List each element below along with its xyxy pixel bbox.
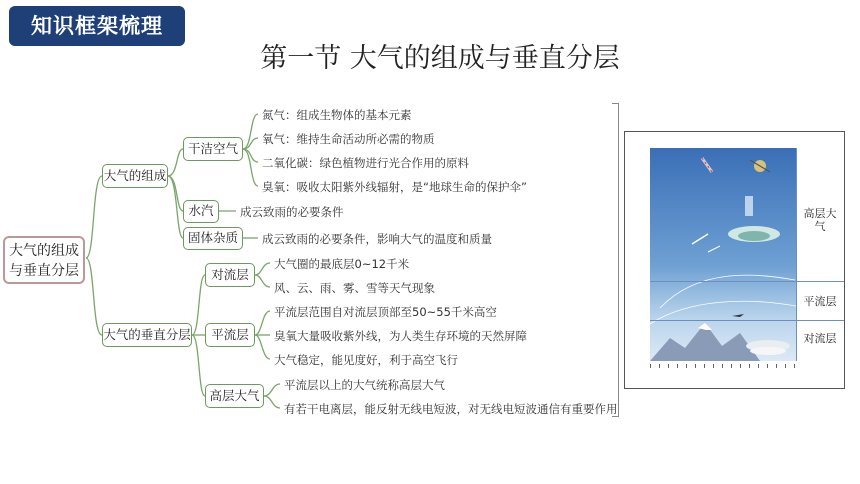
temperature-axis xyxy=(650,364,796,368)
upper-item-2: 有若干电离层，能反射无线电短波，对无线电短波通信有重要作用 xyxy=(284,402,618,416)
particles-node: 固体杂质 xyxy=(183,227,243,250)
troposphere-node: 对流层 xyxy=(205,263,255,287)
trop-item-1: 大气圈的最底层0~12千米 xyxy=(274,257,410,271)
stratosphere-label: 平流层 xyxy=(803,295,837,308)
upper-atmosphere-label: 高层大气 xyxy=(803,207,837,233)
stratosphere-node: 平流层 xyxy=(205,323,255,347)
oxygen-item: 氧气：维持生命活动所必需的物质 xyxy=(262,132,435,146)
troposphere-label: 对流层 xyxy=(803,332,837,345)
ozone-item: 臭氧：吸收太阳紫外线辐射，是“地球生命的保护伞” xyxy=(262,180,527,194)
strat-item-2: 臭氧大量吸收紫外线，为人类生存环境的天然屏障 xyxy=(274,329,527,343)
water-vapor-node: 水汽 xyxy=(183,200,219,223)
upper-boundary xyxy=(650,281,844,282)
figure-drawing xyxy=(650,148,796,361)
atmosphere-figure xyxy=(624,131,845,389)
upper-item-1: 平流层以上的大气统称高层大气 xyxy=(284,378,445,392)
sky-illustration xyxy=(650,148,796,361)
layers-node: 大气的垂直分层 xyxy=(102,323,192,347)
upper-atmosphere-node: 高层大气 xyxy=(205,384,264,408)
tropopause xyxy=(650,320,844,321)
figure-axis xyxy=(796,148,797,361)
particles-desc: 成云致雨的必要条件，影响大气的温度和质量 xyxy=(262,232,492,246)
dry-air-node: 干洁空气 xyxy=(183,137,243,161)
root-node: 大气的组成与垂直分层 xyxy=(3,236,85,284)
co2-item: 二氧化碳：绿色植物进行光合作用的原料 xyxy=(262,156,469,170)
strat-item-1: 平流层范围自对流层顶部至50~55千米高空 xyxy=(274,305,497,319)
page-title: 第一节 大气的组成与垂直分层 xyxy=(260,43,620,74)
section-badge: 知识框架梳理 xyxy=(9,6,185,46)
bracket xyxy=(612,103,619,417)
composition-node: 大气的组成 xyxy=(102,164,168,188)
water-vapor-desc: 成云致雨的必要条件 xyxy=(240,205,344,219)
nitrogen-item: 氮气：组成生物体的基本元素 xyxy=(262,108,412,122)
strat-item-3: 大气稳定，能见度好，利于高空飞行 xyxy=(274,353,458,367)
trop-item-2: 风、云、雨、雾、雪等天气现象 xyxy=(274,281,435,295)
